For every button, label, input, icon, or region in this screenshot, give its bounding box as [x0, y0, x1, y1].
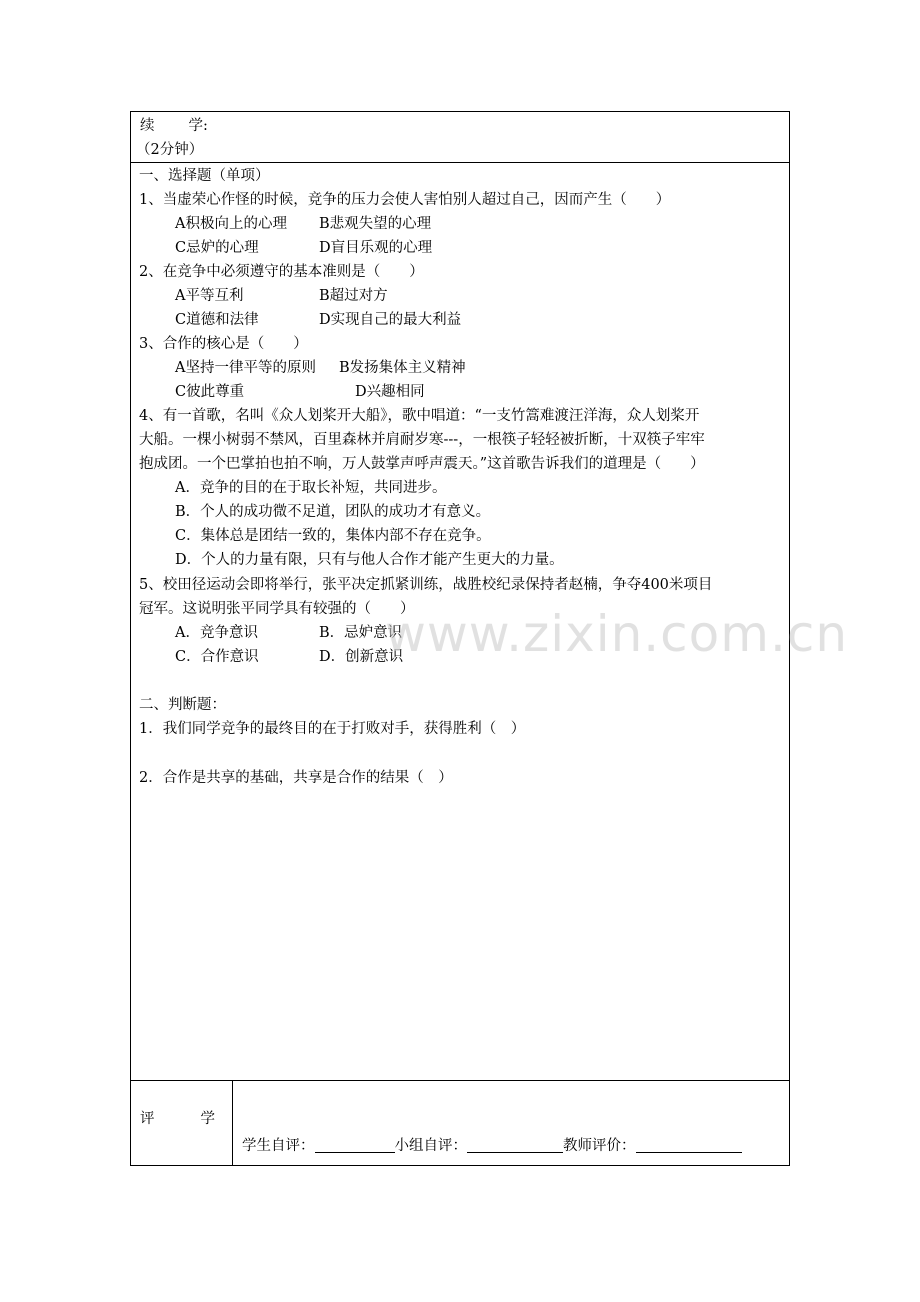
q2-option-d: D实现自己的最大利益 — [319, 312, 462, 328]
group-eval-label: 小组自评： — [394, 1138, 467, 1154]
q4-line-2: 大船。一棵小树弱不禁风，百里森林并肩耐岁寒---，一根筷子轻轻被折断，十双筷子牢牢 — [139, 432, 705, 448]
evaluation-label-char-1: 评 — [140, 1111, 155, 1127]
q2-option-a: A平等互利 — [175, 288, 244, 304]
q4-option-d: D．个人的力量有限，只有与他人合作才能产生更大的力量。 — [175, 552, 564, 568]
teacher-eval-blank[interactable] — [636, 1138, 742, 1153]
teacher-eval-label: 教师评价： — [563, 1138, 636, 1154]
q2-option-c: C道德和法律 — [175, 312, 259, 328]
header-divider — [131, 162, 789, 163]
q3-option-b: B发扬集体主义精神 — [339, 360, 466, 376]
q3-option-a: A坚持一律平等的原则 — [175, 360, 316, 376]
q5-line-2: 冠军。这说明张平同学具有较强的（ ） — [139, 601, 415, 617]
q2-stem: 2、在竞争中必须遵守的基本准则是（ ） — [139, 264, 424, 280]
student-self-eval-blank[interactable] — [315, 1138, 395, 1153]
q1-stem: 1、当虚荣心作怪的时候，竞争的压力会使人害怕别人超过自己，因而产生（ ） — [139, 192, 671, 208]
group-eval-blank[interactable] — [467, 1138, 563, 1153]
q3-option-d: D兴趣相同 — [355, 384, 425, 400]
heading-char-1: 续 — [140, 118, 155, 134]
q4-line-1: 4、有一首歌，名叫《众人划桨开大船》，歌中唱道：“一支竹篙难渡汪洋海，众人划桨开 — [139, 408, 700, 424]
q5-line-1: 5、校田径运动会即将举行，张平决定抓紧训练，战胜校纪录保持者赵楠，争夺400米项目 — [139, 577, 713, 593]
q5-option-c: C．合作意识 — [175, 649, 259, 665]
evaluation-fields — [242, 1134, 742, 1155]
q5-option-a: A．竞争意识 — [175, 625, 258, 641]
q3-option-c: C彼此尊重 — [175, 384, 245, 400]
q5-option-b: B．忌妒意识 — [319, 625, 403, 641]
watermark: www.zixin.com.cn — [385, 605, 849, 663]
q1-option-c: C忌妒的心理 — [175, 240, 259, 256]
q3-stem: 3、合作的核心是（ ） — [139, 336, 308, 352]
time-label: （2分钟） — [136, 142, 204, 158]
evaluation-column-divider — [232, 1080, 233, 1166]
q4-option-a: A．竞争的目的在于取长补短，共同进步。 — [175, 480, 447, 496]
section-heading — [140, 115, 208, 137]
section2-title: 二、判断题： — [139, 697, 226, 713]
section1-title: 一、选择题（单项） — [139, 168, 270, 184]
q1-option-b: B悲观失望的心理 — [319, 216, 432, 232]
q4-option-b: B．个人的成功微不足道，团队的成功才有意义。 — [175, 504, 491, 520]
q2-option-b: B超过对方 — [319, 288, 388, 304]
evaluation-label — [140, 1107, 215, 1128]
student-self-eval-label: 学生自评： — [242, 1138, 315, 1154]
q1-option-a: A积极向上的心理 — [175, 216, 287, 232]
q1-option-d: D盲目乐观的心理 — [319, 240, 433, 256]
judge-q1: 1．我们同学竞争的最终目的在于打败对手，获得胜利（ ） — [139, 721, 526, 737]
q4-option-c: C．集体总是团结一致的，集体内部不存在竞争。 — [175, 528, 491, 544]
evaluation-label-char-2: 学 — [200, 1111, 215, 1127]
judge-q2: 2．合作是共享的基础，共享是合作的结果（ ） — [139, 770, 453, 786]
q4-line-3: 抱成团。一个巴掌拍也拍不响，万人鼓掌声呼声震天。”这首歌告诉我们的道理是（ ） — [139, 456, 705, 472]
q5-option-d: D．创新意识 — [319, 649, 404, 665]
evaluation-divider — [131, 1080, 789, 1081]
heading-char-2: 学: — [188, 118, 208, 134]
